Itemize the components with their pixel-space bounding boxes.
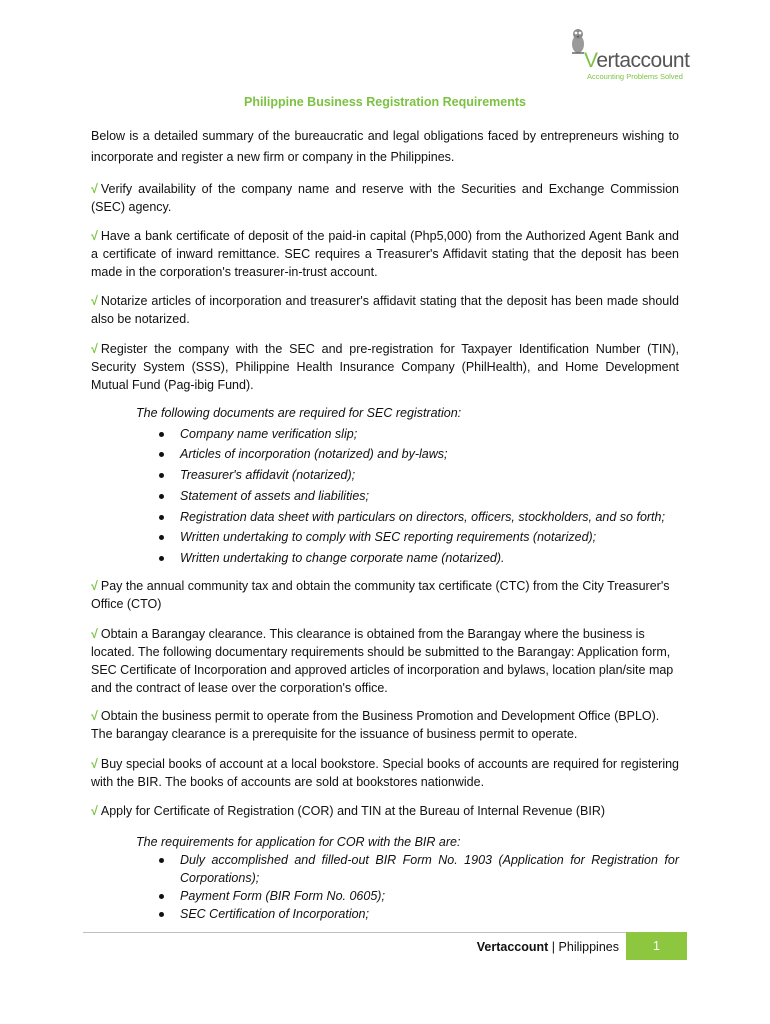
checkmark-icon: √ [91,709,98,723]
checkmark-icon: √ [91,342,98,356]
step-paragraph: √ Apply for Certificate of Registration (COR) and TIN at the Bureau of Internal Revenue (BIR) [91,804,606,818]
checkmark-icon: √ [91,182,98,196]
checkmark-icon: √ [91,804,98,818]
list-intro: The following documents are required for SEC registration: [136,406,462,420]
logo-wordmark: Vertaccount [584,49,690,72]
bir-documents-list [136,833,679,923]
step-paragraph: √ Buy special books of account at a local bookstore. Special books of accounts are required for registering with the BIR. The books of accounts are sold at bookstores nationwide. [91,757,679,789]
step-paragraph: √ Notarize articles of incorporation and treasurer's affidavit stating that the deposit has been made should also be notarized. [91,294,679,326]
checkmark-icon: √ [91,294,98,308]
footer-divider [83,932,687,933]
sec-documents-list [136,403,679,569]
step-paragraph: √ Register the company with the SEC and pre-registration for Taxpayer Identification Number (TIN), Security System (SSS), Philippine Health Insurance Company (PhilHealth), and Home Development Mutual Fund (Pag-ibig Fund). [91,342,679,392]
page-number: 1 [626,932,687,960]
list-item: Statement of assets and liabilities; [136,486,679,507]
list-item: Written undertaking to change corporate name (notarized). [136,548,679,569]
step-paragraph: √ Have a bank certificate of deposit of the paid-in capital (Php5,000) from the Authorized Agent Bank and a certificate of inward remittance. SEC requires a Treasurer's Affidavit stating that the deposit has been made in the corporation's treasurer-in-trust account. [91,229,679,279]
step-paragraph: √ Obtain a Barangay clearance. This clearance is obtained from the Barangay where the business is located. The following documentary requirements should be submitted to the Barangay: Application form, SEC Certificate of Incorporation and approved articles of incorporation and bylaws, location plan/site map and the contract of lease over the corporation's office. [91,627,674,695]
list-item: Duly accomplished and filled-out BIR Form No. 1903 (Application for Registration for Corporations); [136,851,679,887]
vertaccount-logo [566,24,696,80]
list-intro: The requirements for application for COR with the BIR are: [136,835,461,849]
list-item: Treasurer's affidavit (notarized); [136,465,679,486]
footer-label: Vertaccount | Philippines [476,940,619,954]
checkmark-icon: √ [91,229,98,243]
list-item: Articles of incorporation (notarized) and by-laws; [136,444,679,465]
list-item: SEC Certification of Incorporation; [136,905,679,923]
list-item: Registration data sheet with particulars on directors, officers, stockholders, and so forth; [136,507,679,528]
step-paragraph: √ Verify availability of the company name and reserve with the Securities and Exchange Commission (SEC) agency. [91,182,679,214]
checkmark-icon: √ [91,757,98,771]
intro-paragraph: Below is a detailed summary of the bureaucratic and legal obligations faced by entrepreneurs wishing to incorporate and register a new firm or company in the Philippines. [91,129,679,164]
step-paragraph: √ Pay the annual community tax and obtain the community tax certificate (CTC) from the City Treasurer's Office (CTO) [91,579,670,611]
list-item: Payment Form (BIR Form No. 0605); [136,887,679,905]
checkmark-icon: √ [91,579,98,593]
list-item: Company name verification slip; [136,424,679,445]
list-item: Written undertaking to comply with SEC reporting requirements (notarized); [136,527,679,548]
checkmark-icon: √ [91,627,98,641]
page-title: Philippine Business Registration Requirements [243,95,526,109]
logo-tagline: Accounting Problems Solved [587,72,683,81]
step-paragraph: √ Obtain the business permit to operate from the Business Promotion and Development Office (BPLO). The barangay clearance is a prerequisite for the issuance of business permit to operate. [91,709,660,741]
